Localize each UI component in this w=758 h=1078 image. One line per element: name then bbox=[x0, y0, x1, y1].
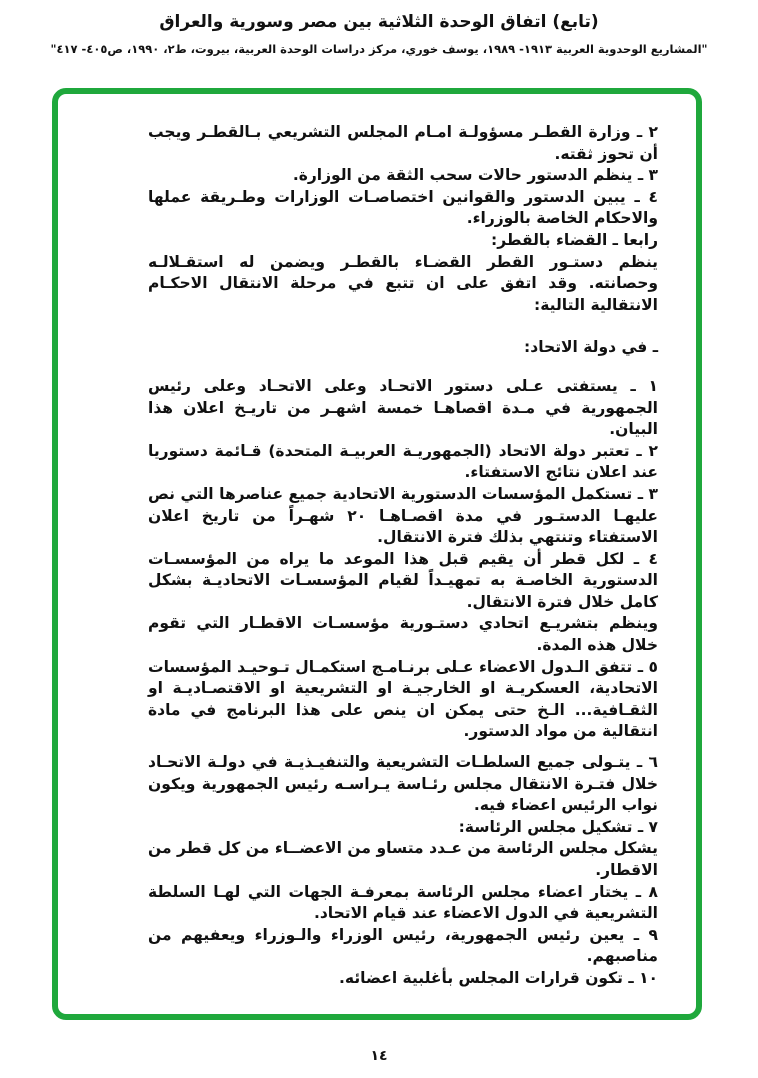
document-header bbox=[0, 10, 758, 57]
document-body bbox=[148, 122, 658, 990]
item-3-institutions: ٣ ـ تستكمل المؤسسات الدستورية الاتحادية جميع عناصرها التي نص عليهـا الدستـور في مدة اقصـاهـا ٢٠ شهـراً من تاريخ اعلان الاستفتاء وتنتهي بذلك فترة الانتقال. bbox=[148, 484, 659, 547]
document-source-citation: "المشاريع الوحدوية العربية ١٩١٣- ١٩٨٩، يوسف خوري، مركز دراسات الوحدة العربية، بيروت، ط٢، ١٩٩٠، ص٤٠٥- ٤١٧" bbox=[50, 42, 708, 56]
item-6-powers: ٦ ـ يتـولى جميع السلطـات التشريعية والتنفيـذيـة في دولـة الاتحـاد خلال فتـرة الانتقال مجلس رئـاسة يـراسـه رئيس الجمهورية ويكون نواب الرئيس اعضاء فيه. bbox=[148, 753, 658, 815]
clause-4-laws: ٤ ـ يبين الدستور والقوانين اختصاصـات الوزارات وطـريقة عملها والاحكام الخاصة بالوزراء. bbox=[148, 187, 658, 228]
item-2-union-state: ٢ ـ تعتبر دولة الاتحاد (الجمهوريـة العربيـة المتحدة) قـائمة دستوريا عند اعلان نتائج الاستفتاء. bbox=[148, 441, 658, 482]
section-four-heading bbox=[148, 230, 658, 252]
document-title: (تابع) اتفاق الوحدة الثلاثية بين مصر وسورية والعراق bbox=[159, 12, 599, 32]
item-7-presidency-council: ٧ ـ تشكيل مجلس الرئاسة: bbox=[458, 817, 658, 836]
item-7-continuation: يشكل مجلس الرئاسة من عـدد متساو من الاعضــاء من كل قطر من الاقطار. bbox=[148, 839, 658, 879]
section-four-title: القضاء بالقطر: bbox=[491, 230, 608, 249]
item-8-members-selection: ٨ ـ يختار اعضاء مجلس الرئاسة بمعرفـة الجهات التي لهـا السلطة التشريعية في الدول الاعضاء عند قيام الاتحاد. bbox=[148, 882, 658, 923]
page-number: ١٤ bbox=[370, 1048, 388, 1064]
item-10-decisions: ١٠ ـ تكون قرارات المجلس بأغلبية اعضائه. bbox=[339, 968, 658, 987]
item-1-referendum: ١ ـ يستفتى عـلى دستور الاتحـاد وعلى الاتحـاد وعلى رئيس الجمهورية في مـدة اقصاهـا خمسة اشهـر من تاريـخ اعلان هذا البيان. bbox=[148, 376, 658, 439]
section-four-prefix: رابعا ـ bbox=[607, 230, 658, 249]
document-footer bbox=[0, 1045, 758, 1064]
item-5-program: ٥ ـ تتفق الـدول الاعضاء عـلى برنـامـج استكمـال تـوحيـد المؤسسات الاتحادية، العسكريـة او الخارجيـة او التشريعية او الاقتصـاديـة او الثقـافية... الـخ حتى يمكن ان ينص على هذا البرنامج في مادة انتقالية من مواد الدستور. bbox=[148, 657, 658, 741]
clause-2-ministry: ٢ ـ وزارة القطـر مسؤولـة امـام المجلس التشريعي بـالقطـر ويجب أن تحوز ثقته. bbox=[148, 123, 658, 163]
judiciary-paragraph: ينظم دستـور القطر القضـاء بالقطـر ويضمن له استقـلالـه وحصانته. وقد اتفق على ان تتبع في مرحلة الانتقال الاحكـام الانتقالية التالية: bbox=[148, 252, 658, 314]
item-4-continuation: وينظم بتشريـع اتحادي دستـورية مؤسسـات الاقطـار التي تقوم خلال هذه المدة. bbox=[148, 614, 658, 655]
item-4-each-country: ٤ ـ لكل قطر أن يقيم قبل هذا الموعد ما يراه من المؤسسـات الدستورية الخاصـة به تمهيـداً لقيام المؤسسـات الاتحاديـة بشكل كامل خلال فترة الانتقال. bbox=[148, 549, 658, 611]
item-9-president-appoints: ٩ ـ يعين رئيس الجمهورية، رئيس الوزراء والـوزراء ويعفيهم من مناصبهم. bbox=[148, 925, 658, 966]
clause-3-constitution: ٣ ـ ينظم الدستور حالات سحب الثقة من الوزارة. bbox=[292, 166, 658, 185]
union-state-heading: ـ في دولة الاتحاد: bbox=[524, 338, 658, 357]
